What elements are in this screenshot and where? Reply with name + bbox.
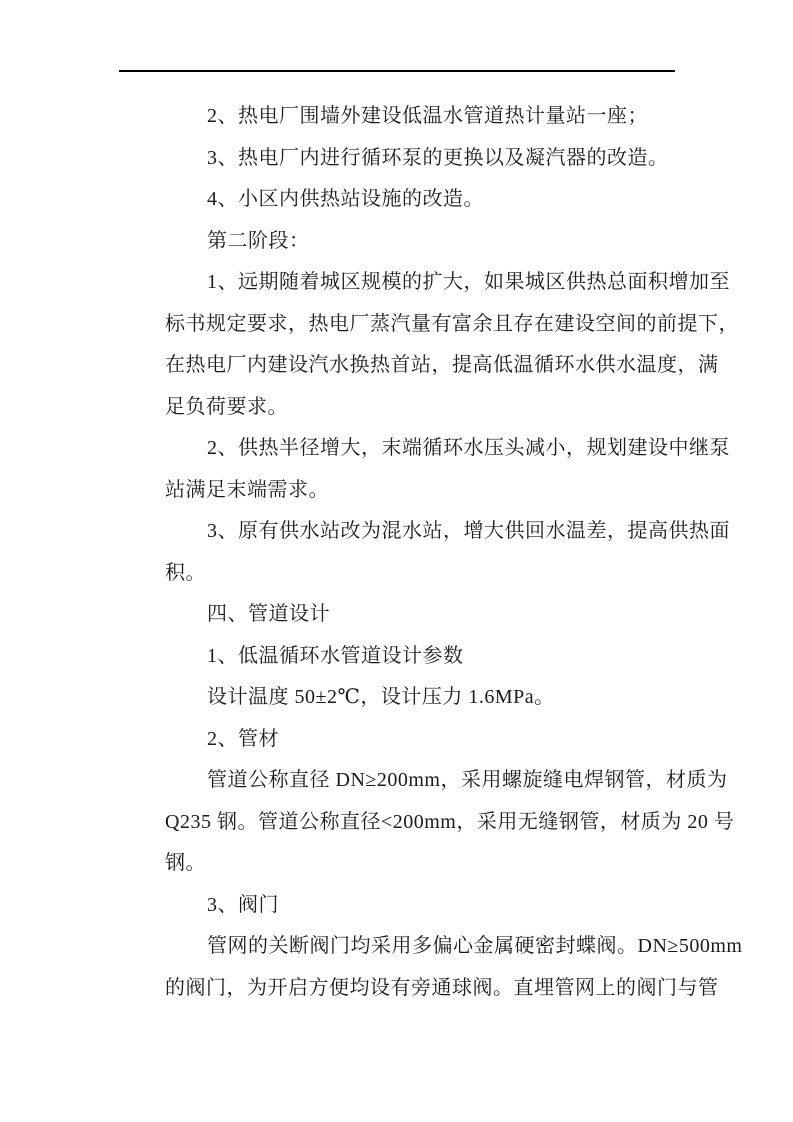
text-line: 第二阶段：	[207, 229, 310, 252]
text-line: 4、小区内供热站设施的改造。	[207, 188, 484, 210]
text-line: 3、热电厂内进行循环泵的更换以及凝汽器的改造。	[207, 146, 669, 169]
text-line: 管网的关断阀门均采用多偏心金属硬密封蝶阀。DN≥500mm	[207, 935, 743, 957]
text-line: 2、管材	[207, 727, 279, 750]
text-line: 设计温度 50±2℃，设计压力 1.6MPa。	[207, 686, 555, 708]
text-line: 3、阀门	[207, 893, 279, 916]
document-body	[165, 96, 785, 1009]
header-divider-line	[119, 70, 675, 72]
text-line: 积。	[165, 561, 206, 584]
text-line: 足负荷要求。	[165, 395, 288, 418]
text-line: 钢。	[165, 852, 206, 874]
text-line: 1、远期随着城区规模的扩大，如果城区供热总面积增加至	[207, 271, 730, 293]
text-line: 标书规定要求，热电厂蒸汽量有富余且存在建设空间的前提下，	[165, 312, 739, 335]
text-line: 2、热电厂围墙外建设低温水管道热计量站一座；	[207, 105, 648, 127]
text-line: 1、低温循环水管道设计参数	[207, 644, 464, 667]
text-line: 的阀门，为开启方便均设有旁通球阀。直埋管网上的阀门与管	[165, 976, 719, 999]
text-line: 站满足末端需求。	[165, 478, 329, 501]
text-line: 管道公称直径 DN≥200mm，采用螺旋缝电焊钢管，材质为	[207, 769, 728, 791]
text-line: 在热电厂内建设汽水换热首站，提高低温循环水供水温度，满	[165, 354, 719, 376]
text-line: 3、原有供水站改为混水站，增大供回水温差，提高供热面	[207, 520, 730, 542]
text-line: 四、管道设计	[207, 603, 330, 625]
text-line: Q235 钢。管道公称直径<200mm，采用无缝钢管，材质为 20 号	[165, 810, 735, 833]
text-line: 2、供热半径增大，末端循环水压头减小，规划建设中继泵	[207, 437, 730, 459]
